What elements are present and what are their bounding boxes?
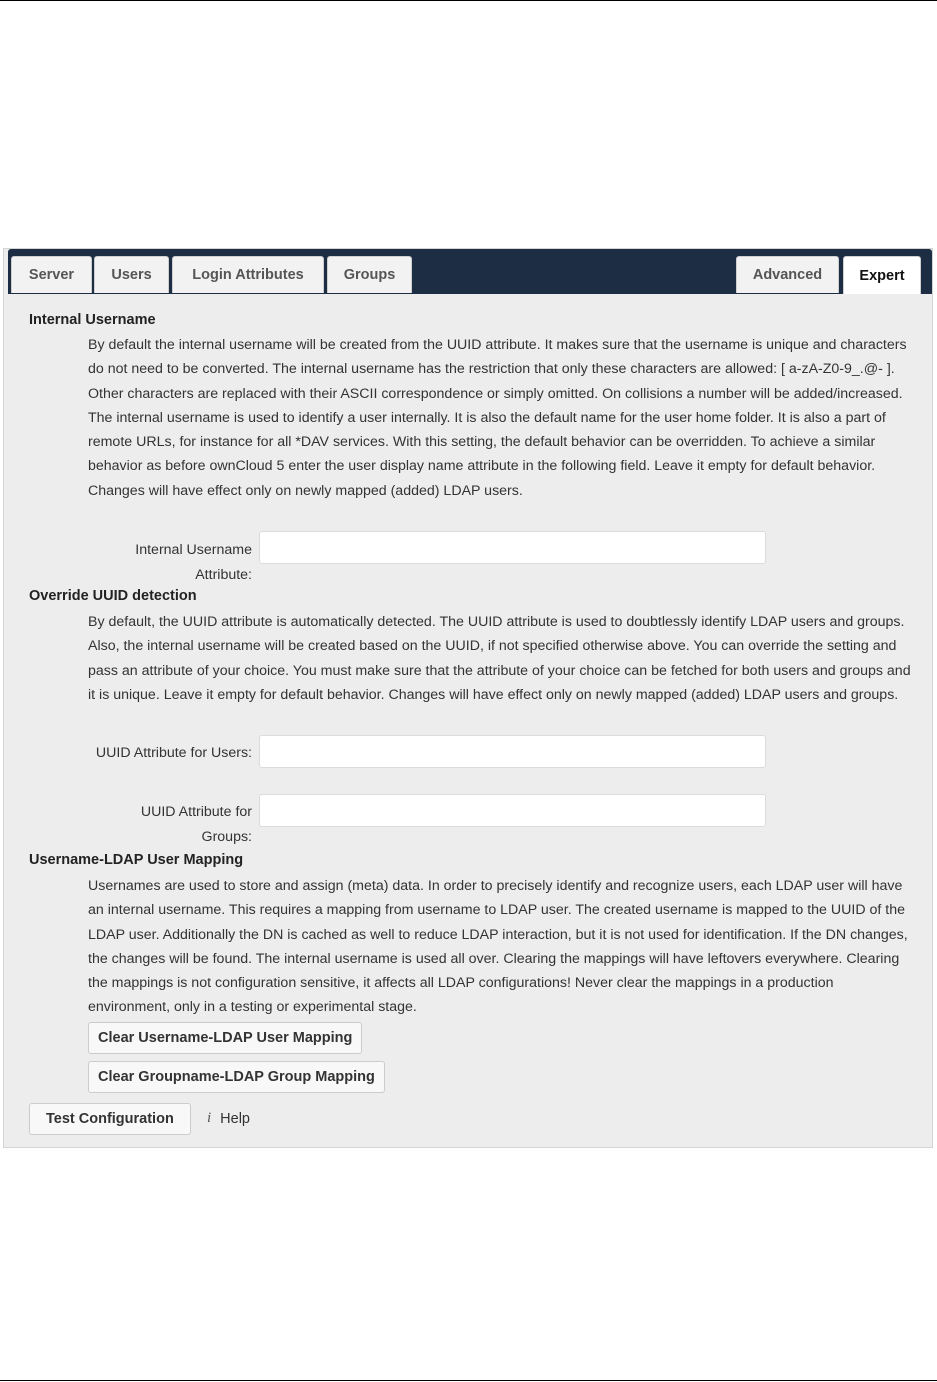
tab-groups[interactable]: Groups	[327, 256, 412, 293]
page-top-rule	[0, 0, 937, 1]
tab-expert[interactable]: Expert	[843, 256, 921, 294]
clear-group-mapping-button[interactable]: Clear Groupname-LDAP Group Mapping	[88, 1061, 385, 1093]
help-label: Help	[220, 1110, 250, 1127]
uuid-users-label: UUID Attribute for Users:	[95, 745, 252, 761]
page-bottom-rule	[0, 1380, 937, 1381]
uuid-users-input[interactable]	[259, 735, 766, 768]
uuid-groups-label: UUID Attribute for Groups:	[140, 804, 252, 845]
internal-username-attribute-label: Internal Username Attribute:	[135, 542, 252, 583]
internal-username-description: By default the internal username will be created from the UUID attribute. It makes sure that the username is unique and characters do not need to be converted. The internal username has the restriction that only these characters are allowed: [ a-zA-Z0-9_.@- ]. Other characters are replaced with their ASCII correspondence or simply omitted. On collisions a number will be added/increased. The internal username is used to identify a user internally. It is also the default name for the user home folder. It is also a part of remote URLs, for instance for all *DAV services. With this setting, the default behavior can be overridden. To achieve a similar behavior as before ownCloud 5 enter the user display name attribute in the following field. Leave it empty for default behavior. Changes will have effect only on newly mapped (added) LDAP users.	[88, 337, 907, 499]
info-icon: i	[207, 1110, 212, 1126]
user-mapping-title: Username-LDAP User Mapping	[29, 852, 244, 868]
internal-username-title: Internal Username	[29, 312, 156, 328]
ldap-settings-panel	[3, 248, 933, 1148]
uuid-groups-input[interactable]	[259, 794, 766, 827]
internal-username-attribute-input[interactable]	[259, 531, 766, 564]
user-mapping-description: Usernames are used to store and assign (meta) data. In order to precisely identify and recognize users, each LDAP user will have an internal username. This requires a mapping from username to LDAP user. The created username is mapped to the UUID of the LDAP user. Additionally the DN is cached as well to reduce LDAP interaction, but it is not used for identification. If the DN changes, the changes will be found. The internal username is used all over. Clearing the mappings will have leftovers everywhere. Clearing the mappings is not configuration sensitive, it affects all LDAP configurations! Never clear the mappings in a production environment, only in a testing or experimental stage.	[88, 878, 908, 1016]
tab-users[interactable]: Users	[94, 256, 169, 293]
tab-bar	[8, 249, 932, 294]
override-uuid-title: Override UUID detection	[29, 588, 197, 604]
clear-user-mapping-button[interactable]: Clear Username-LDAP User Mapping	[88, 1022, 362, 1054]
test-configuration-button[interactable]: Test Configuration	[29, 1103, 191, 1135]
tab-advanced[interactable]: Advanced	[736, 256, 839, 293]
override-uuid-description: By default, the UUID attribute is automatically detected. The UUID attribute is used to doubtlessly identify LDAP users and groups. Also, the internal username will be created based on the UUID, if not specified otherwise above. You can override the setting and pass an attribute of your choice. You must make sure that the attribute of your choice can be fetched for both users and groups and it is unique. Leave it empty for default behavior. Changes will have effect only on newly mapped (added) LDAP users and groups.	[88, 614, 911, 703]
tab-login-attributes[interactable]: Login Attributes	[172, 256, 324, 293]
help-link[interactable]	[207, 1110, 250, 1127]
tab-server[interactable]: Server	[11, 256, 92, 293]
